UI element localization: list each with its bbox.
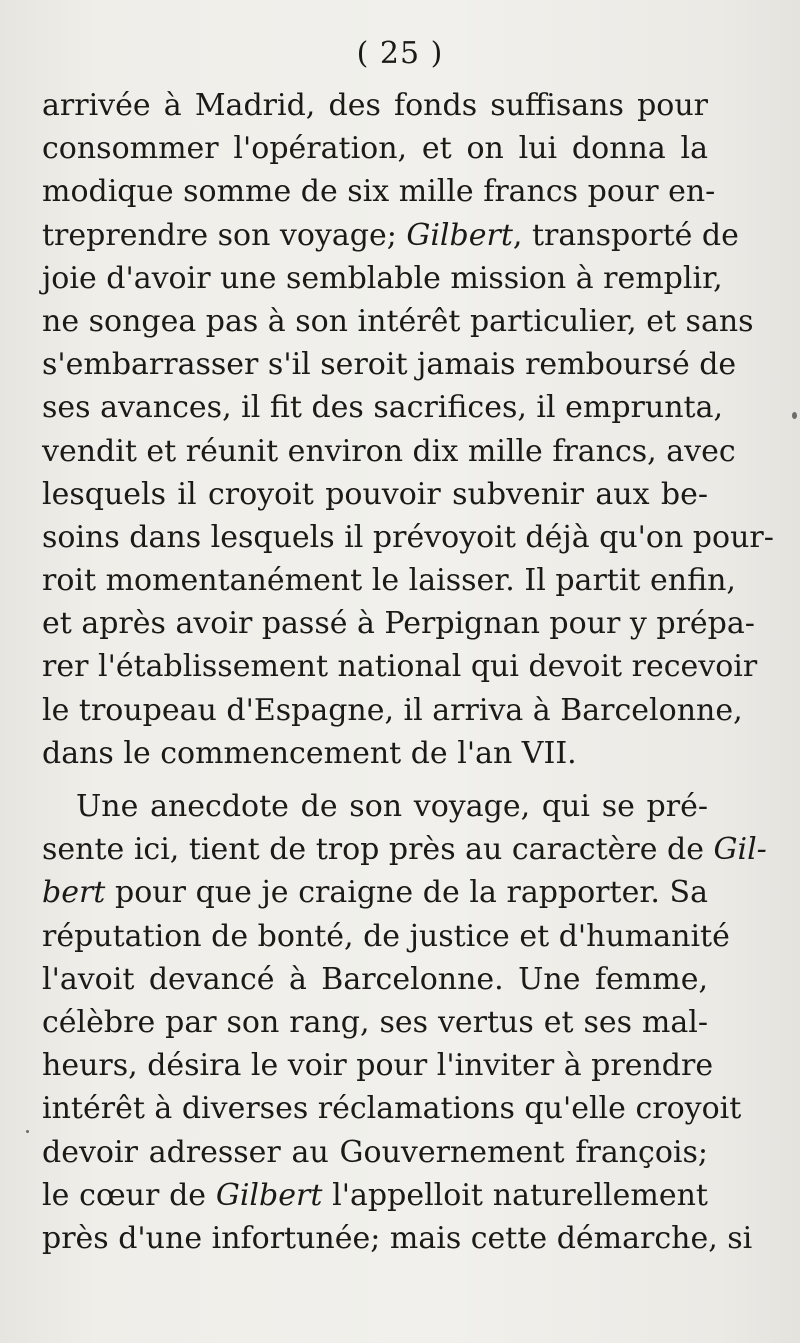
text-line: roit momentanément le laisser. Il partit enfin, bbox=[42, 563, 736, 599]
text-line: ne songea pas à son intérêt particulier, et sans bbox=[42, 303, 754, 339]
text-segment: , transporté de bbox=[512, 217, 739, 253]
text-line: arrivée à Madrid, des fonds suffisans pour bbox=[42, 88, 708, 123]
text-line: lesquels il croyoit pouvoir subvenir aux be- bbox=[42, 476, 708, 512]
text-segment: sente ici, tient de trop près au caractère de bbox=[42, 832, 714, 868]
text-line: heurs, désira le voir pour l'inviter à prendre bbox=[42, 1048, 714, 1084]
text-line: rer l'établissement national qui devoit recevoir bbox=[42, 649, 758, 685]
text-line: vendit et réunit environ dix mille francs, avec bbox=[42, 433, 736, 469]
text-line bbox=[42, 871, 708, 914]
body-text bbox=[42, 84, 774, 1260]
text-line: célèbre par son rang, ses vertus et ses mal- bbox=[42, 1004, 708, 1040]
text-line bbox=[42, 214, 739, 257]
text-line: et après avoir passé à Perpignan pour y prépa- bbox=[42, 606, 755, 642]
text-line: l'avoit devancé à Barcelonne. Une femme, bbox=[42, 961, 708, 997]
text-line: consommer l'opération, et on lui donna la bbox=[42, 131, 708, 167]
paper-speck bbox=[792, 412, 797, 419]
text-line: devoir adresser au Gouvernement françois; bbox=[42, 1134, 708, 1170]
italic-name: Gilbert bbox=[406, 217, 513, 253]
text-line: joie d'avoir une semblable mission à remplir, bbox=[42, 260, 723, 296]
text-line: dans le commencement de l'an VII. bbox=[42, 735, 577, 771]
paragraph-2 bbox=[42, 785, 767, 1260]
text-segment: treprendre son voyage; bbox=[42, 217, 407, 253]
text-line: soins dans lesquels il prévoyoit déjà qu'on pour- bbox=[42, 519, 774, 555]
paragraph-gap bbox=[42, 775, 708, 785]
text-line: ses avances, il fit des sacrifices, il emprunta, bbox=[42, 390, 724, 426]
page-number: ( 25 ) bbox=[356, 36, 444, 71]
text-segment: l'appelloit naturellement bbox=[322, 1177, 708, 1213]
text-segment: pour que je craigne de la rapporter. Sa bbox=[105, 875, 708, 911]
text-line: près d'une infortunée; mais cette démarche, si bbox=[42, 1220, 753, 1256]
italic-name: Gil- bbox=[713, 832, 767, 868]
text-line: le troupeau d'Espagne, il arriva à Barcelonne, bbox=[42, 692, 743, 728]
paragraph-1 bbox=[42, 84, 774, 775]
text-line bbox=[42, 1174, 708, 1217]
italic-name: bert bbox=[42, 875, 106, 911]
italic-name: Gilbert bbox=[215, 1177, 323, 1213]
text-line: intérêt à diverses réclamations qu'elle croyoit bbox=[42, 1091, 742, 1127]
text-line: s'embarrasser s'il seroit jamais remboursé de bbox=[42, 347, 737, 383]
text-line: modique somme de six mille francs pour en- bbox=[42, 174, 716, 210]
text-line: Une anecdote de son voyage, qui se pré- bbox=[76, 789, 708, 824]
paper-speck bbox=[26, 1130, 29, 1133]
text-line bbox=[42, 828, 767, 871]
text-segment: le cœur de bbox=[42, 1177, 216, 1213]
text-line: réputation de bonté, de justice et d'humanité bbox=[42, 918, 730, 954]
